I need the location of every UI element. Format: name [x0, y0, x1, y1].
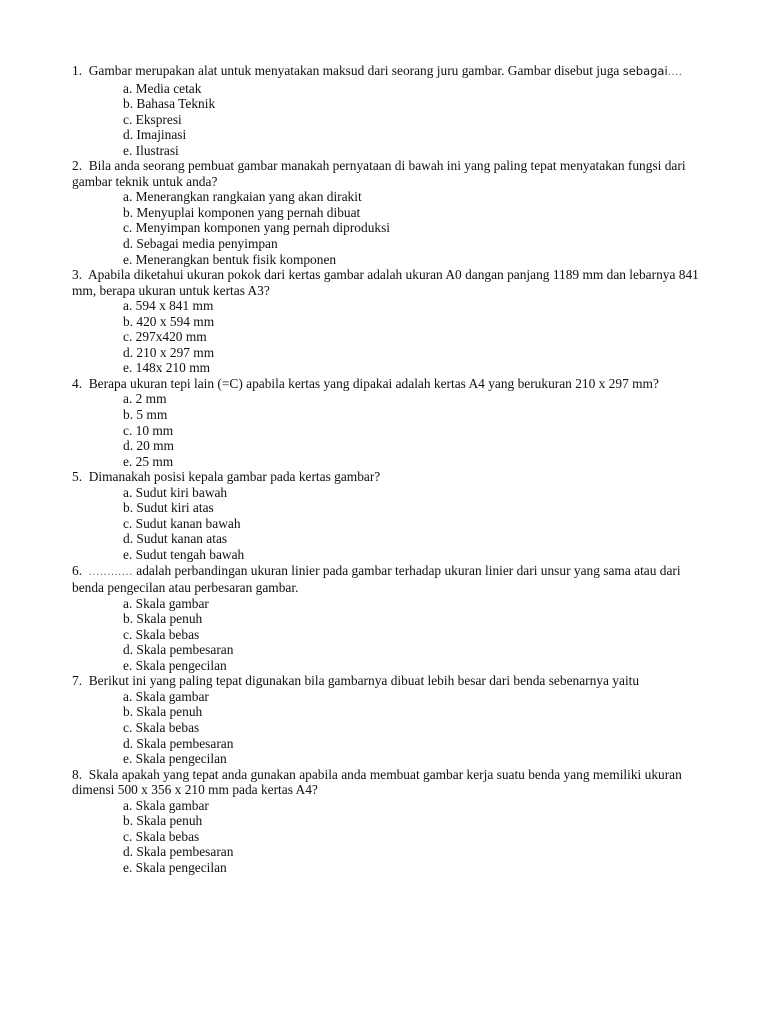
answer-option: d. Skala pembesaran [123, 642, 234, 658]
question-block [72, 376, 702, 469]
answer-options [72, 189, 702, 267]
question-number: 3. [72, 267, 83, 283]
question-number: 6. [72, 562, 83, 578]
question-text [72, 767, 702, 798]
answer-option: b. Skala penuh [123, 611, 203, 627]
answer-option: d. 20 mm [123, 438, 174, 454]
answer-option: d. Sebagai media penyimpan [123, 236, 278, 252]
question-text [72, 158, 702, 189]
question-block [72, 267, 702, 376]
answer-option: d. Sudut kanan atas [123, 531, 228, 547]
question-text [72, 63, 702, 81]
question-block [72, 63, 702, 158]
question-text [72, 563, 702, 596]
answer-option: b. Skala penuh [123, 704, 203, 720]
question-stem: Dimanakah posisi kepala gambar pada kertas gambar? [88, 469, 381, 485]
question-stem: Berikut ini yang paling tepat digunakan bila gambarnya dibuat lebih besar dari benda sebenarnya yaitu [88, 673, 640, 689]
question-block [72, 673, 702, 766]
answer-options [72, 596, 702, 674]
question-stem-continued: adalah perbandingan ukuran linier pada gambar terhadap ukuran linier dari unsur yang sama atau dari benda pengecilan atau perbesaran gambar. [72, 562, 681, 596]
answer-option: d. 210 x 297 mm [123, 344, 215, 360]
answer-option: a. Skala gambar [123, 797, 209, 813]
question-stem: Berapa ukuran tepi lain (=C) apabila kertas yang dipakai adalah kertas A4 yang berukuran 210 x 297 mm? [88, 375, 659, 391]
question-block [72, 767, 702, 876]
answer-option: a. Skala gambar [123, 688, 209, 704]
answer-option: c. Skala bebas [123, 626, 200, 642]
answer-option: e. Sudut tengah bawah [123, 546, 245, 562]
answer-option: b. Bahasa Teknik [123, 96, 216, 112]
answer-option: d. Imajinasi [123, 127, 187, 143]
answer-option: e. Skala pengecilan [123, 751, 227, 767]
question-number: 4. [72, 375, 83, 391]
question-text [72, 673, 702, 689]
answer-option: e. 25 mm [123, 453, 174, 469]
answer-option: a. Skala gambar [123, 595, 209, 611]
blank-dots: ............ [88, 566, 133, 578]
question-number: 7. [72, 673, 83, 689]
answer-option: c. 297x420 mm [123, 329, 207, 345]
question-stem-word: sebagai [622, 64, 668, 78]
answer-options [72, 298, 702, 376]
question-stem: Apabila diketahui ukuran pokok dari kertas gambar adalah ukuran A0 dangan panjang 1189 mm dan lebarnya 841 mm, berapa ukuran untuk kertas A3? [72, 267, 699, 298]
answer-option: e. 148x 210 mm [123, 360, 211, 376]
blank-dots: .... [667, 67, 683, 78]
answer-option: e. Menerangkan bentuk fisik komponen [123, 251, 337, 267]
question-number: 1. [72, 63, 83, 78]
question-block [72, 158, 702, 267]
answer-options [72, 689, 702, 767]
answer-option: e. Skala pengecilan [123, 657, 227, 673]
answer-option: c. Ekspresi [123, 111, 182, 127]
question-block [72, 469, 702, 562]
question-text [72, 469, 702, 485]
answer-option: a. 2 mm [123, 391, 167, 407]
answer-option: b. 420 x 594 mm [123, 313, 215, 329]
question-stem: Gambar merupakan alat untuk menyatakan maksud dari seorang juru gambar. Gambar disebut juga [88, 63, 623, 78]
answer-options [72, 485, 702, 563]
answer-option: c. Skala bebas [123, 828, 200, 844]
answer-option: c. Skala bebas [123, 719, 200, 735]
answer-option: b. 5 mm [123, 407, 168, 423]
answer-options [72, 798, 702, 876]
answer-option: b. Skala penuh [123, 813, 203, 829]
question-number: 5. [72, 469, 83, 485]
answer-options [72, 391, 702, 469]
question-stem: Skala apakah yang tepat anda gunakan apabila anda membuat gambar kerja suatu benda yang memiliki ukuran dimensi 500 x 356 x 210 mm pada kertas A4? [72, 766, 682, 798]
answer-option: d. Skala pembesaran [123, 844, 234, 860]
question-text [72, 376, 702, 392]
answer-option: c. Menyimpan komponen yang pernah diproduksi [123, 220, 391, 236]
answer-option: b. Menyuplai komponen yang pernah dibuat [123, 204, 361, 220]
question-stem: Bila anda seorang pembuat gambar manakah pernyataan di bawah ini yang paling tepat menyatakan fungsi dari gambar teknik untuk anda? [72, 158, 686, 189]
question-block [72, 563, 702, 674]
answer-option: a. Menerangkan rangkaian yang akan dirakit [123, 189, 362, 205]
answer-option: a. Sudut kiri bawah [123, 484, 228, 500]
answer-option: c. 10 mm [123, 422, 174, 438]
question-text [72, 267, 702, 298]
question-number: 2. [72, 158, 83, 174]
document-body [72, 63, 702, 875]
answer-options [72, 81, 702, 159]
question-number: 8. [72, 766, 83, 782]
answer-option: e. Ilustrasi [123, 142, 179, 158]
answer-option: a. Media cetak [123, 80, 202, 96]
answer-option: a. 594 x 841 mm [123, 298, 214, 314]
answer-option: c. Sudut kanan bawah [123, 515, 241, 531]
answer-option: d. Skala pembesaran [123, 735, 234, 751]
answer-option: b. Sudut kiri atas [123, 500, 214, 516]
answer-option: e. Skala pengecilan [123, 859, 227, 875]
